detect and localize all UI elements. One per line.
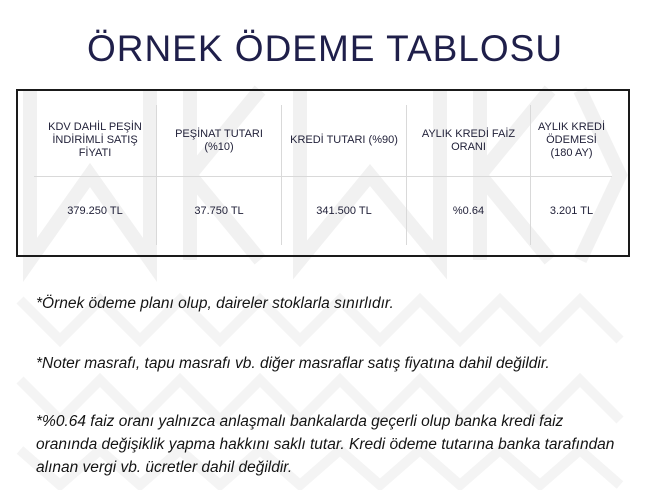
header-monthly-payment: AYLIK KREDİ ÖDEMESİ (180 AY) [530, 105, 612, 177]
note-interest: *%0.64 faiz oranı yalnızca anlaşmalı bankalarda geçerli olup banka kredi faiz oranında değişiklik yapma hakkını saklı tutar. Kredi ödeme tutarına banka tarafından alınan vergi vb. ücretler dahil değildir. [36, 413, 615, 476]
header-sale-price: KDV DAHİL PEŞİN İNDİRİMLİ SATIŞ FİYATI [34, 105, 156, 177]
payment-table-grid [34, 105, 612, 245]
value-sale-price: 379.250 TL [67, 204, 123, 217]
payment-table [16, 89, 630, 257]
header-down-payment: PEŞİNAT TUTARI (%10) [156, 105, 281, 177]
header-loan-amount: KREDİ TUTARI (%90) [281, 105, 406, 177]
note-fees: *Noter masrafı, tapu masrafı vb. diğer masraflar satış fiyatına dahil değildir. [36, 355, 550, 372]
page-title: ÖRNEK ÖDEME TABLOSU [86, 28, 564, 69]
note-stock: *Örnek ödeme planı olup, daireler stoklarla sınırlıdır. [36, 295, 394, 312]
value-interest-rate: %0.64 [406, 177, 530, 245]
value-loan-amount: 341.500 TL [281, 177, 406, 245]
value-monthly-payment: 3.201 TL [530, 177, 612, 245]
value-down-payment: 37.750 TL [156, 177, 281, 245]
header-interest-rate: AYLIK KREDİ FAİZ ORANI [406, 105, 530, 177]
